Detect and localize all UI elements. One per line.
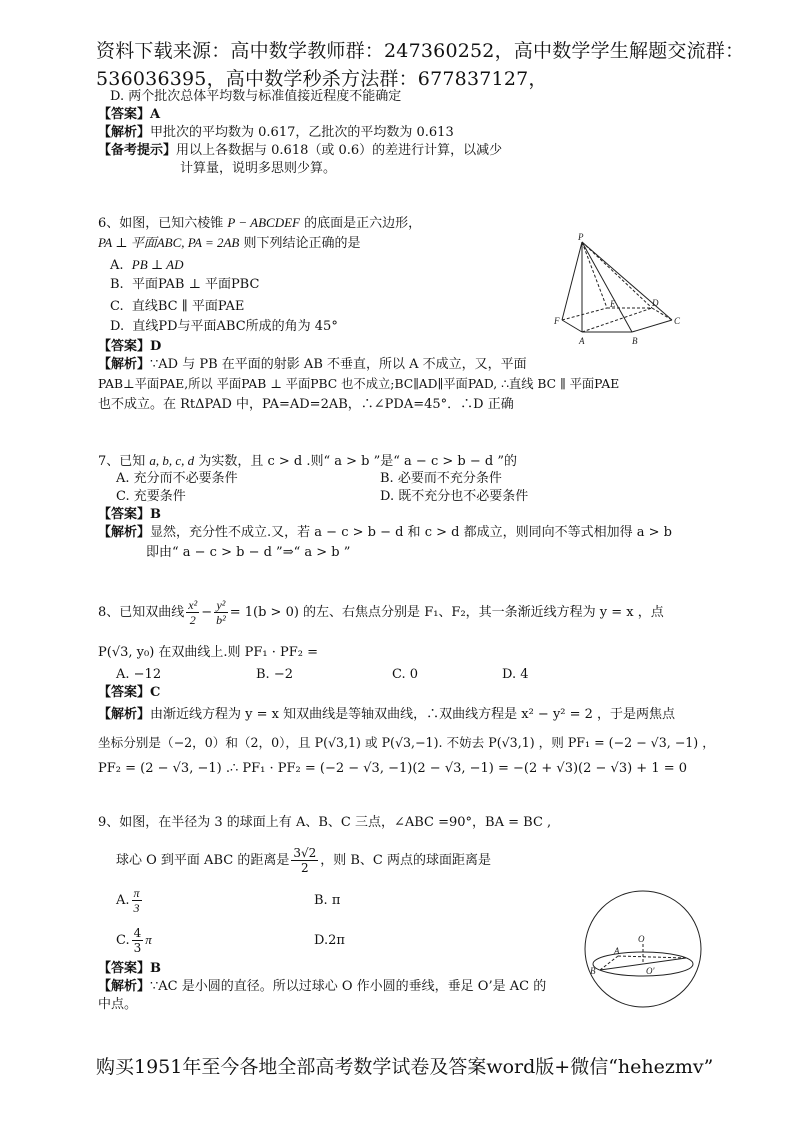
answer-label: 【答案】 [98,961,151,976]
fraction-numerator: 4 [133,926,142,940]
q8-option-c: C. 0 [392,667,419,682]
q6-option-a [110,256,184,274]
q6-stem-line-1 [98,214,421,232]
analysis-text: 由渐近线方程为 y = x 知双曲线是等轴双曲线，∴双曲线方程是 x² − y² = 2 ，于是两焦点 [150,707,676,722]
q7-option-c: C. 充要条件 [116,489,186,504]
label-a: A [614,946,620,956]
fraction-denominator: 2 [300,861,309,875]
answer-label: 【答案】 [98,107,151,122]
label-d: D [652,298,659,308]
pyramid-figure [552,232,692,352]
label-b: B [632,336,638,346]
q5-option-d: D. 两个批次总体平均数与标准值接近程度不能确定 [110,89,402,104]
q9-stem-line-1: 9、如图，在半径为 3 的球面上有 A、B、C 三点，∠ABC =90°，BA = BC , [98,815,552,830]
answer-value: C [150,685,161,700]
q9-option-a [116,886,144,915]
footer-note: 购买1951年至今各地全部高考数学试卷及答案word版+微信“hehezmv” [96,1056,714,1078]
sphere-figure [578,884,708,1014]
q7-answer [98,506,161,523]
answer-label: 【答案】 [98,339,151,354]
answer-value: B [150,961,162,976]
option-label: A. [110,258,124,273]
analysis-text: ∵AD 与 PB 在平面的射影 AB 不垂直，所以 A 不成立，又，平面 [150,357,527,372]
analysis-text: 显然，充分性不成立.又，若 a − c > b − d 和 c > d 都成立，则同向不等式相加得 a > b [150,525,672,540]
q9-stem-text: 球心 O 到平面 ABC 的距离是 [116,853,290,868]
q8-analysis-line-3: PF₂ = (2 − √3, −1) .∴ PF₁ · PF₂ = (−2 − √3, −1)(2 − √3, −1) = −(2 + √3)(2 − √3) + 1 = 0 [98,761,688,776]
q6-stem2-math: PA ⊥ 平面ABC, PA = 2AB [98,235,240,250]
q9-stem-text-b: ，则 B、C 两点的球面距离是 [320,853,492,868]
q6-stem2-text: 则下列结论正确的是 [239,236,361,251]
answer-value: B [150,507,162,522]
q6-option-c [110,298,244,315]
q7-stem-math: a, b, c, d [149,453,195,468]
label-c: C [674,316,681,326]
q8-stem-text: 8、已知双曲线 [98,605,185,620]
q7-analysis-line-1 [98,524,672,541]
answer-label: 【答案】 [98,685,151,700]
minus-sign: − [201,605,213,620]
q7-stem [98,452,517,470]
q6-stem-text: 6、如图，已知六棱锥 [98,216,228,231]
option-label: A. [116,893,130,908]
option-label: B. [110,277,124,292]
analysis-label: 【解析】 [98,357,151,372]
q8-stem-line-2: P(√3, y₀) 在双曲线上.则 PF₁ · PF₂ = [98,645,319,660]
fraction-numerator: π [133,886,140,900]
answer-label: 【答案】 [98,507,151,522]
analysis-label: 【解析】 [98,525,151,540]
analysis-label: 【解析】 [98,707,151,722]
analysis-label: 【解析】 [98,979,151,994]
analysis-text: ∵AC 是小圆的直径。所以过球心 O 作小圆的垂线，垂足 O’是 AC 的 [150,979,547,994]
header-line-2: 536036395，高中数学秒杀方法群：677837127， [96,68,548,90]
q8-stem-line-1 [98,598,664,627]
option-text: 直线PD与平面ABC所成的角为 45° [132,319,338,334]
q8-analysis-line-2: 坐标分别是（−2，0）和（2，0），且 P(√3,1) 或 P(√3,−1). 不妨去 P(√3,1) ，则 PF₁ = (−2 − √3, −1) ， [98,735,715,750]
fraction-denominator: 2 [189,613,196,627]
answer-value: A [150,107,161,122]
q9-option-d: D.2π [314,933,345,948]
fraction-numerator: 3√2 [293,846,317,860]
analysis-label: 【解析】 [98,125,151,140]
q9-distance-fraction [291,846,318,875]
label-f: F [554,316,560,326]
option-tail: π [145,932,152,947]
q9-option-c [116,926,152,955]
q8-fraction-x [186,598,199,627]
q6-option-b [110,276,259,293]
fraction-denominator: b² [216,613,226,627]
q9-option-b: B. π [314,893,341,908]
q7-stem-text-b: 为实数，且 c > d .则“ a > b ”是“ a − c > b − d ”的 [194,454,517,469]
q6-analysis-line-2: PAB⊥平面PAE,所以 平面PAB ⊥ 平面PBC 也不成立;BC∥AD∥平面PAD, ∴直线 BC ∥ 平面PAE [98,377,620,391]
q8-option-b: B. −2 [256,667,293,682]
fraction-denominator: 3 [133,941,142,955]
q5-answer [98,106,160,123]
tip-label: 【备考提示】 [98,143,177,158]
option-label: D. [110,319,125,334]
q9-analysis-line-2: 中点。 [98,997,138,1012]
option-text: 平面PAB ⊥ 平面PBC [131,277,260,292]
q6-stem-math: P − ABCDEF [227,215,300,230]
q9-answer [98,960,161,977]
q6-answer [98,338,161,355]
label-a: A [579,336,585,346]
option-text: 直线BC ∥ 平面PAE [131,299,245,314]
fraction-numerator: x² [188,598,198,612]
option-fraction [132,926,144,955]
option-label: C. [110,299,124,314]
option-label: C. [116,933,130,948]
option-fraction [132,886,142,915]
q5-analysis [98,124,454,141]
label-o-prime: O' [646,966,655,976]
fraction-denominator: 3 [133,901,140,915]
tip-text: 用以上各数据与 0.618（或 0.6）的差进行计算，以减少 [176,143,503,158]
label-b: B [590,966,596,976]
q6-stem-text-b: 的底面是正六边形， [299,216,422,231]
q9-analysis-line-1 [98,978,546,995]
q7-option-b: B. 必要而不充分条件 [380,471,502,486]
q6-analysis-line-1 [98,356,527,373]
fraction-numerator: y² [214,598,228,613]
q6-option-d [110,318,338,335]
label-p: P [578,232,584,242]
label-o: O [638,934,645,944]
q7-option-a: A. 充分而不必要条件 [116,471,238,486]
q7-stem-text: 7、已知 [98,454,150,469]
q8-option-d: D. 4 [502,667,529,682]
q8-option-a: A. −12 [116,667,162,682]
q6-stem-line-2 [98,234,361,252]
q8-answer [98,684,160,701]
q5-tip-line-2: 计算量，说明多思则少算。 [180,161,337,176]
q8-analysis-line-1 [98,706,675,723]
answer-value: D [150,339,162,354]
q6-analysis-line-3: 也不成立。在 RtΔPAD 中，PA=AD=2AB，∴∠PDA=45°．∴D 正确 [98,397,514,412]
q7-analysis-line-2: 即由“ a − c > b − d ”⇒“ a > b ” [146,545,351,560]
q8-fraction-y [214,598,228,627]
q5-tip [98,142,502,159]
q9-stem-line-2 [116,846,491,875]
header-line-1: 资料下载来源：高中数学教师群：247360252，高中数学学生解题交流群： [96,40,745,62]
q8-stem-text-b: = 1(b > 0) 的左、右焦点分别是 F₁、F₂，其一条渐近线方程为 y = x ，点 [229,605,664,620]
analysis-text: 甲批次的平均数为 0.617，乙批次的平均数为 0.613 [150,125,454,140]
q7-option-d: D. 既不充分也不必要条件 [380,489,529,504]
label-e: E [610,299,616,309]
option-text: PB ⊥ AD [131,257,184,272]
